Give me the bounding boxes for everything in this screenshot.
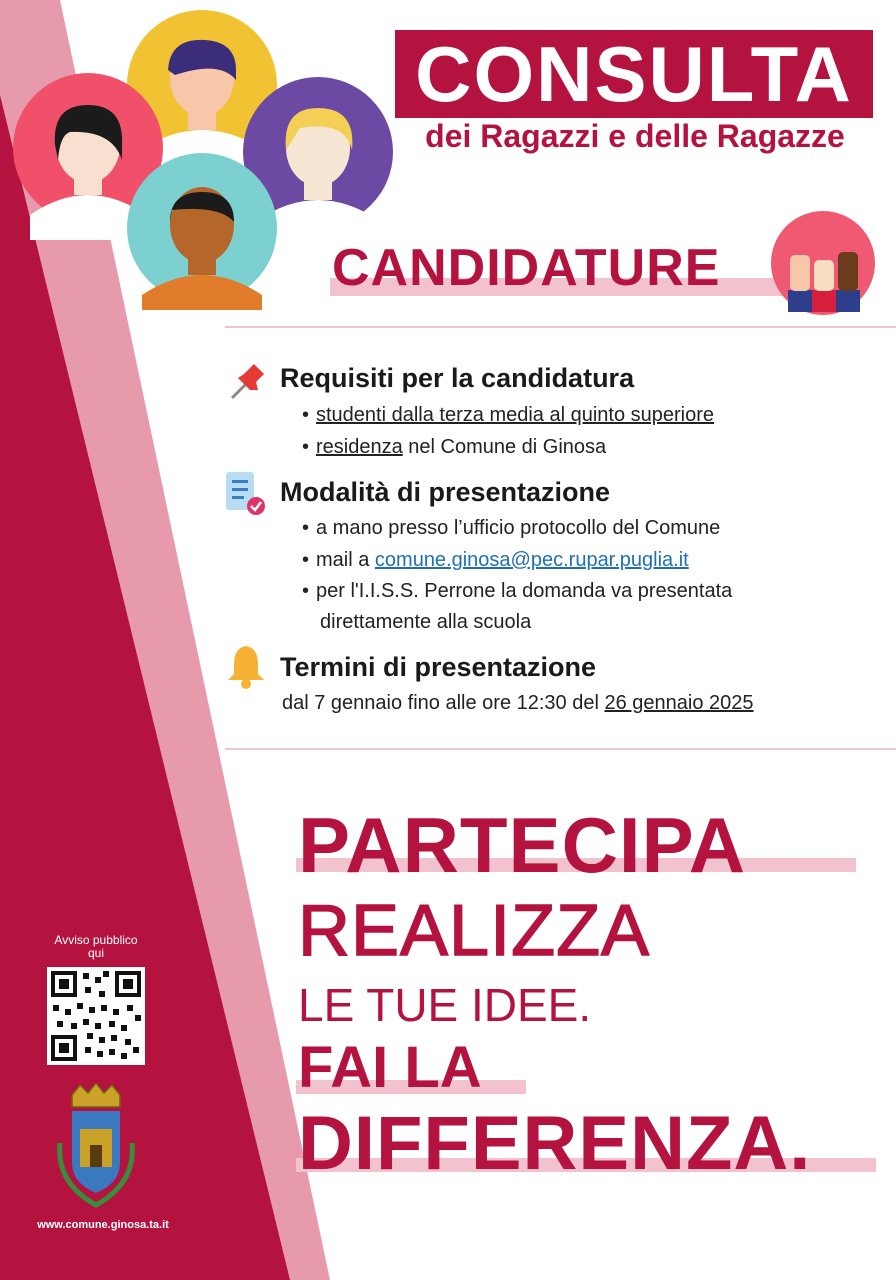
raised-hands-icon: [770, 210, 876, 316]
slogan-line-1: PARTECIPA: [298, 801, 747, 889]
email-link[interactable]: comune.ginosa@pec.rupar.puglia.it: [374, 549, 689, 571]
website-link[interactable]: www.comune.ginosa.ta.it: [37, 1219, 169, 1231]
slogan-line-3: LE TUE IDEE.: [298, 979, 592, 1031]
document-check-icon: [222, 470, 266, 516]
divider-top: [225, 326, 896, 328]
candidature-heading: CANDIDATURE: [332, 239, 721, 297]
requisiti-title: Requisiti per la candidatura: [280, 363, 635, 393]
requisiti-item-2-underlined: residenza: [316, 436, 403, 458]
slogan-line-4: FAI LA: [298, 1035, 482, 1100]
avviso-line-1: Avviso pubblico: [54, 933, 138, 947]
termini-text-prefix: dal 7 gennaio fino alle ore 12:30 del: [282, 692, 605, 714]
avatar-teal: [127, 153, 277, 310]
termini-text: [282, 692, 754, 715]
modalita-item-1: • a mano presso l’ufficio protocollo del Comune: [302, 517, 721, 539]
avviso-label: [40, 934, 152, 960]
modalita-item-2-prefix: mail a: [316, 549, 375, 571]
termini-title: Termini di presentazione: [280, 652, 597, 682]
page-title: CONSULTA: [415, 30, 853, 118]
requisiti-item-2: • residenza nel Comune di Ginosa: [302, 436, 607, 458]
bell-icon: [224, 642, 268, 690]
modalita-item-3: • per l'I.I.S.S. Perrone la domanda va presentata: [302, 580, 733, 602]
modalita-item-2: • mail a comune.ginosa@pec.rupar.puglia.it: [302, 549, 689, 571]
coat-of-arms-emblem: [50, 1083, 142, 1213]
avviso-line-2: qui: [87, 946, 104, 960]
qr-code[interactable]: [47, 967, 145, 1065]
modalita-item-1-text: a mano presso l’ufficio protocollo del Comune: [316, 517, 721, 539]
divider-bottom: [225, 748, 896, 750]
requisiti-item-1-text: studenti dalla terza media al quinto superiore: [316, 404, 715, 426]
slogan-line-5: DIFFERENZA.: [298, 1101, 812, 1186]
modalita-item-3-line2: direttamente alla scuola: [320, 611, 532, 633]
page-subtitle: dei Ragazzi e delle Ragazze: [425, 118, 845, 154]
title-box: [395, 30, 873, 118]
slogan-line-2: REALIZZA: [298, 891, 651, 971]
requisiti-item-2-text: nel Comune di Ginosa: [402, 436, 607, 458]
pushpin-icon: [226, 360, 268, 402]
modalita-item-3-line1: per l'I.I.S.S. Perrone la domanda va presentata: [316, 580, 733, 602]
modalita-title: Modalità di presentazione: [280, 477, 611, 507]
termini-date: 26 gennaio 2025: [604, 692, 754, 714]
requisiti-item-1: • studenti dalla terza media al quinto superiore: [302, 404, 715, 426]
